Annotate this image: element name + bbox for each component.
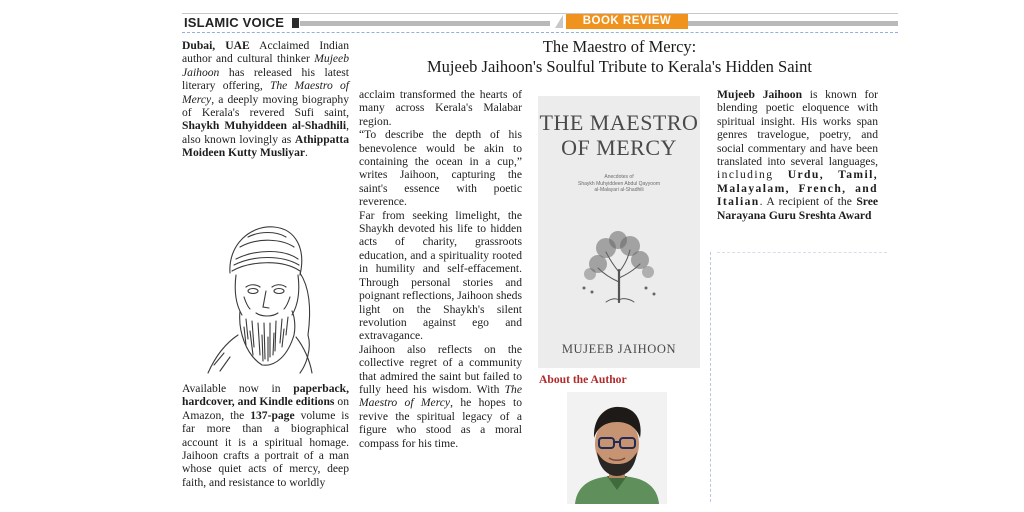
tag-bar <box>688 21 898 26</box>
tree-icon <box>576 226 662 304</box>
masthead-block <box>292 18 299 28</box>
column-2-body <box>359 88 522 450</box>
column-1-availability <box>182 382 349 489</box>
book-cover-title: THE MAESTRO OF MERCY <box>539 110 699 160</box>
dateline: Dubai, UAE <box>182 39 250 52</box>
section-tag: BOOK REVIEW <box>566 14 688 29</box>
bio-author-name: Mujeeb Jaihoon <box>717 88 803 101</box>
author-bio-rule <box>717 252 887 253</box>
translated-languages: Urdu, Tamil, Malayalam, French, and Italian <box>717 168 878 209</box>
title-line-2: Mujeeb Jaihoon's Soulful Tribute to Kerala's Hidden Saint <box>427 57 812 76</box>
saint-sketch-illustration <box>200 215 328 375</box>
newspaper-page <box>182 12 898 502</box>
col2-quote-paragraph: “To describe the depth of his benevolence would be akin to containing the ocean in a cup,” writes Jaihoon, capturing the saint's essence with poetic reverence. <box>359 128 522 209</box>
top-rule <box>182 13 898 14</box>
author-name: Mujeeb Jaihoon <box>182 52 349 79</box>
book-cover-image <box>538 96 700 368</box>
page-count: 137-page <box>250 408 295 422</box>
tag-bracket <box>555 15 563 28</box>
intro-paragraph: Dubai, UAE Acclaimed Indian author and cultural thinker Mujeeb Jaihoon has released his latest literary offering, The Maestro of Mercy, a deeply moving biography of Kerala's revered Sufi saint, Shaykh Muhyiddeen al-Shadhili, also known lovingly as Athippatta Moideen Kutty Musliyar. <box>182 39 349 160</box>
author-bio <box>717 88 878 222</box>
masthead: ISLAMIC VOICE <box>184 15 285 30</box>
col2-paragraph-3: Far from seeking limelight, the Shaykh devoted his life to hidden acts of charity, grassroots education, and a spirituality rooted in humility and self-effacement. Through personal stories and poignant reflections, Jaihoon sheds light on the Shaykh's silent revolution against ego and extravagance. <box>359 208 522 343</box>
availability-paragraph: Available now in paperback, hardcover, and Kindle editions on Amazon, the 137-page volume is far more than a biographical account it is a spiritual homage. Jaihoon crafts a portrait of a man whose quiet acts of mercy, deep faith, and resistance to worldly <box>182 382 349 489</box>
masthead-bar <box>300 21 550 26</box>
award-name: Sree Narayana Guru Sreshta Award <box>717 195 878 222</box>
book-formats: paperback, hardcover, and Kindle editions <box>182 382 349 409</box>
col2-paragraph-1: acclaim transformed the hearts of many across Kerala's Malabar region. <box>359 88 522 128</box>
book-title-ref-2: The Maestro of Mercy <box>359 382 522 410</box>
column-1-intro <box>182 39 349 160</box>
author-bio-paragraph: Mujeeb Jaihoon is known for blending poetic eloquence with spiritual insight. His works span genres travelogue, poetry, and social commentary and have been translated into several languages, including Urdu, Tamil, Malayalam, French, and Italian. A recipient of the Sree Narayana Guru Sreshta Award <box>717 88 878 222</box>
book-title-ref: The Maestro of Mercy <box>182 79 349 106</box>
book-cover-author: MUJEEB JAIHOON <box>561 342 677 356</box>
article-title <box>362 37 877 77</box>
header-dashed-rule <box>182 32 898 33</box>
column-divider <box>710 252 711 502</box>
author-photo <box>567 392 667 504</box>
about-author-heading: About the Author <box>539 373 627 386</box>
col2-paragraph-4: Jaihoon also reflects on the collective regret of a community that admired the saint but failed to fully heed his wisdom. With The Maestro of Mercy, he hopes to revive the spiritual legacy of a figure who stood as a moral compass for his time. <box>359 342 522 450</box>
title-line-1: The Maestro of Mercy: <box>542 37 697 56</box>
book-cover-subtitle: Anecdotes of Shaykh Muhyiddeen Abdul Qayyoom al-Malayari al-Shadhili <box>578 174 660 193</box>
saint-name: Shaykh Muhyiddeen al-Shadhili <box>182 119 347 133</box>
saint-alias: Athippatta Moideen Kutty Musliyar <box>182 132 349 160</box>
